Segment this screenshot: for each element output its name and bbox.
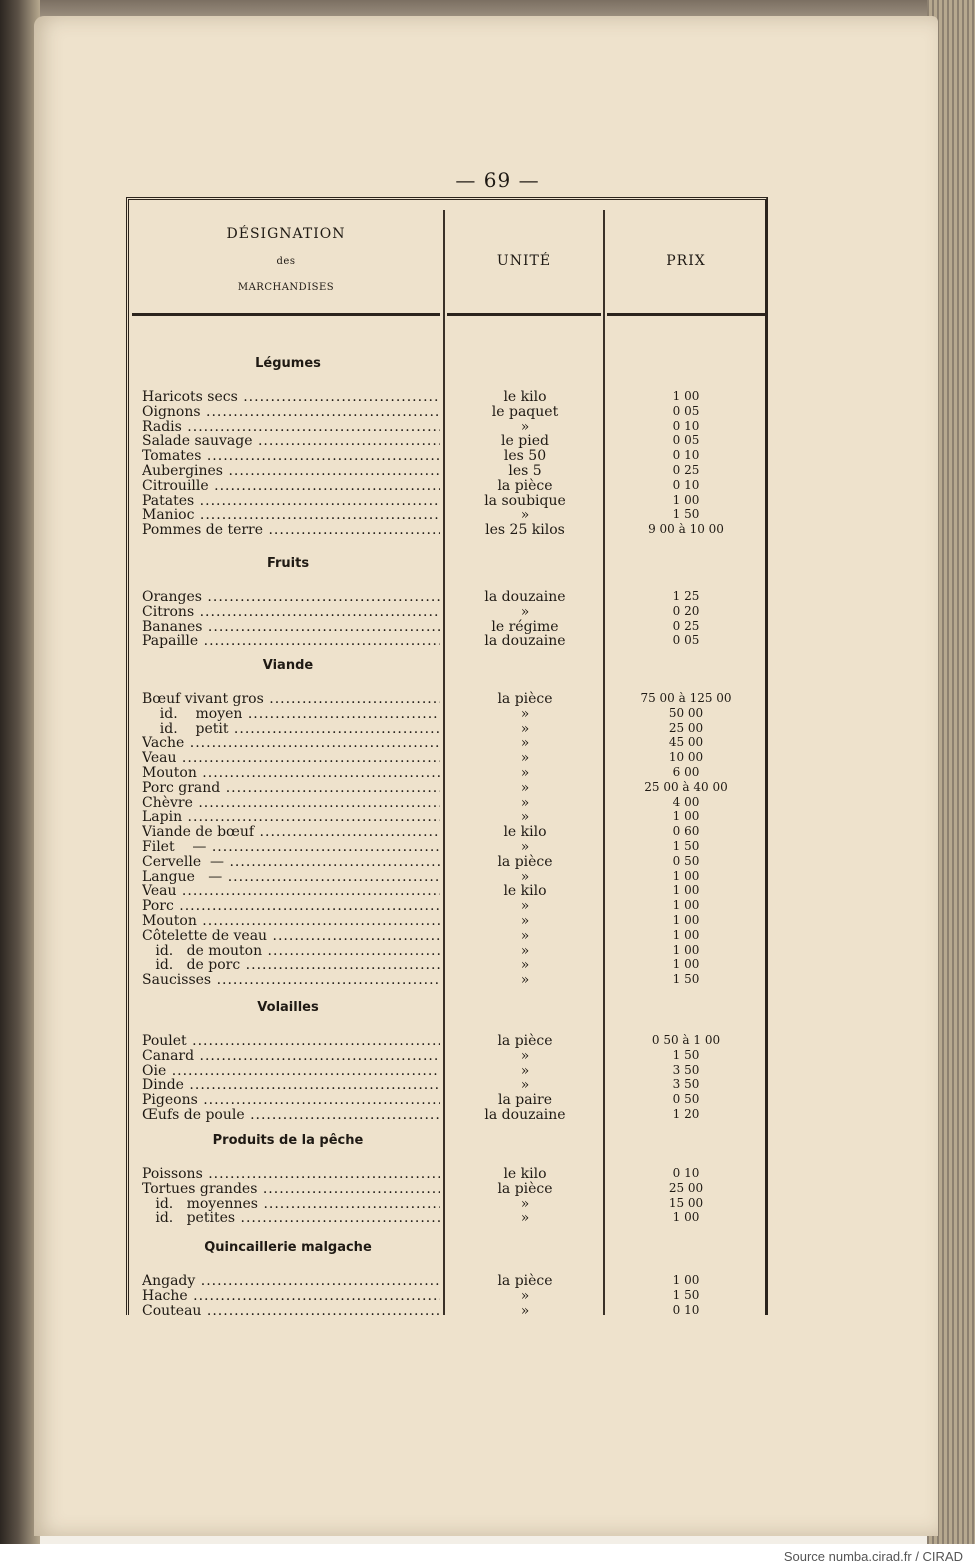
row-unit: la pièce [497,691,553,707]
row-name: Papaille ..... [142,633,440,649]
row-name: Poulet ..... [142,1033,440,1049]
table-row [0,1033,975,1048]
row-unit: la pièce [497,477,553,494]
row-unit: » [520,507,530,524]
table-row [0,824,975,839]
row-name: Veau ..... [142,883,440,899]
table-row [0,780,975,795]
row-name: id. petit ..... [142,721,440,737]
row-price: 0 20 [672,603,700,618]
row-name: Bœuf vivant gros ..... [142,691,440,707]
row-unit: » [520,765,530,781]
row-unit: » [520,720,530,737]
row-name: Porc grand ..... [142,780,440,796]
row-price: 1 00 [672,868,700,883]
source-credit: Source numba.cirad.fr / CIRAD [783,1549,963,1564]
row-name: Œufs de poule ..... [142,1107,440,1123]
row-name: Pommes de terre ..... [142,522,440,538]
row-price: 3 50 [672,1062,700,1077]
header-rule-1 [132,313,440,316]
row-name: id. de porc ..... [142,957,440,973]
row-name: Haricots secs ..... [142,389,440,405]
table-row [0,604,975,619]
row-unit: » [520,809,530,826]
table-row [0,809,975,824]
row-unit: » [520,779,530,796]
table-row [0,972,975,987]
table-row [0,507,975,522]
row-unit: le paquet [491,403,559,420]
row-name: Vache ..... [142,735,440,751]
row-price: 0 25 [672,618,700,633]
row-name: Lapin ..... [142,809,440,825]
row-name: Oignons ..... [142,404,440,420]
row-price: 25 00 à 40 00 [644,779,728,794]
row-price: 1 20 [672,1107,700,1121]
table-row [0,957,975,972]
row-name: Oie ..... [142,1063,440,1079]
header-rule-2 [447,313,601,316]
row-name: Porc ..... [142,898,440,914]
table-row [0,389,975,404]
table-row [0,1092,975,1107]
row-price: 0 10 [672,418,700,433]
table-row [0,943,975,958]
row-unit: » [520,705,530,722]
row-price: 6 00 [672,765,700,779]
table-row [0,691,975,706]
row-unit: » [520,735,530,752]
row-name: Pigeons ..... [142,1092,440,1108]
row-name: Angady ..... [142,1273,440,1289]
row-unit: la pièce [497,1033,553,1049]
table-row [0,928,975,943]
table-row [0,1273,975,1288]
row-unit: la douzaine [484,1107,566,1123]
row-unit: » [520,957,530,974]
table-row [0,1063,975,1078]
table-row [0,1181,975,1196]
row-price: 1 00 [672,942,700,957]
row-unit: » [520,1077,530,1094]
table-row [0,1077,975,1092]
header-price: PRIX [666,253,706,269]
row-price: 1 00 [672,927,700,942]
row-name: Veau ..... [142,750,440,766]
row-name: id. moyennes ..... [142,1196,440,1212]
row-unit: la paire [497,1092,553,1109]
row-unit: » [520,1210,530,1227]
row-unit: » [520,1195,530,1212]
row-unit: » [520,418,530,435]
table-row [0,735,975,750]
row-unit: » [520,750,530,767]
table-row [0,765,975,780]
row-price: 1 00 [672,883,700,898]
table-row [0,854,975,869]
row-price: 0 10 [672,448,700,463]
row-name: Tomates ..... [142,448,440,464]
table-row [0,419,975,434]
table-row [0,898,975,913]
table-row [0,913,975,928]
table-row [0,883,975,898]
row-name: Tortues grandes ..... [142,1181,440,1197]
row-price: 1 00 [672,1273,700,1287]
row-price: 3 50 [672,1077,700,1092]
row-unit: » [520,1062,530,1079]
row-price: 1 00 [672,1210,700,1225]
header-unit: UNITÉ [496,253,552,269]
row-name: Patates ..... [142,493,440,509]
row-unit: les 50 [503,448,547,465]
table-row [0,869,975,884]
row-price: 50 00 [668,705,704,720]
row-price: 0 05 [672,633,700,648]
row-price: 15 00 [668,1195,704,1210]
table-row [0,1288,975,1303]
row-unit: » [520,898,530,915]
row-price: 0 50 [672,853,700,868]
row-name: id. de mouton ..... [142,943,440,959]
row-name: Côtelette de veau ..... [142,928,440,944]
row-unit: » [520,1287,530,1304]
row-name: Canard ..... [142,1048,440,1064]
section-title: Quincaillerie malgache [204,1240,372,1255]
row-price: 1 25 [672,589,700,603]
row-unit: » [520,1302,530,1319]
row-price: 1 00 [672,957,700,972]
table-row [0,589,975,604]
row-name: Langue — ..... [142,869,440,885]
row-name: Filet — ..... [142,839,440,855]
row-price: 0 05 [672,403,700,418]
row-price: 4 00 [672,794,700,809]
table-row [0,1303,975,1318]
table-row [0,619,975,634]
row-price: 1 00 [672,492,700,507]
row-name: Salade sauvage ..... [142,433,440,449]
row-name: Mouton ..... [142,913,440,929]
row-unit: la douzaine [484,633,566,650]
row-unit: la douzaine [484,589,566,605]
row-price: 0 10 [672,1166,700,1180]
row-unit: » [520,794,530,811]
row-price: 1 00 [672,809,700,824]
row-unit: le kilo [503,883,547,900]
table-row [0,839,975,854]
header-designation: DÉSIGNATION [226,226,346,242]
header-designation-marchandises: MARCHANDISES [237,282,335,293]
row-unit: » [520,927,530,944]
row-unit: le régime [491,618,559,635]
table-row [0,1196,975,1211]
row-name: Saucisses ..... [142,972,440,988]
row-price: 10 00 [668,750,704,765]
row-price: 0 10 [672,1302,700,1317]
section-title: Fruits [266,556,310,571]
row-price: 1 50 [672,1047,700,1062]
table-row [0,404,975,419]
row-price: 1 50 [672,839,700,853]
row-unit: » [520,913,530,929]
table-row [0,433,975,448]
table-row [0,448,975,463]
row-unit: » [520,603,530,620]
row-unit: le kilo [503,389,547,405]
row-unit: » [520,1047,530,1064]
section-title: Produits de la pêche [212,1133,364,1148]
row-unit: » [520,839,530,855]
row-price: 0 50 [672,1092,700,1107]
row-price: 0 25 [672,463,700,477]
row-unit: la pièce [497,1180,553,1197]
row-name: Radis ..... [142,419,440,435]
table-row [0,1166,975,1181]
row-name: Manioc ..... [142,507,440,523]
header-designation-des: des [276,256,296,267]
row-name: Viande de bœuf ..... [142,824,440,840]
table-row [0,750,975,765]
row-price: 0 60 [672,824,700,839]
row-price: 1 00 [672,389,700,403]
row-name: Cervelle — ..... [142,854,440,870]
row-name: Oranges ..... [142,589,440,605]
table-row [0,795,975,810]
page-number: — 69 — [455,168,540,192]
row-name: Poissons ..... [142,1166,440,1182]
row-price: 0 05 [672,433,700,448]
row-name: Bananes ..... [142,619,440,635]
section-title: Légumes [255,356,321,371]
row-name: id. moyen ..... [142,706,440,722]
row-unit: » [520,868,530,885]
table-row [0,478,975,493]
row-unit: le kilo [503,824,547,841]
section-title: Viande [262,658,314,673]
row-name: Mouton ..... [142,765,440,781]
row-unit: » [520,942,530,959]
row-unit: la pièce [497,853,553,870]
table-row [0,493,975,508]
row-price: 1 50 [672,507,700,522]
row-price: 45 00 [668,735,704,750]
section-title: Volailles [257,1000,319,1015]
row-price: 25 00 [668,1180,704,1195]
row-name: Citrouille ..... [142,478,440,494]
row-price: 1 50 [672,972,700,987]
row-name: Dinde ..... [142,1077,440,1093]
row-unit: » [520,972,530,989]
table-row [0,522,975,537]
table-row [0,1107,975,1122]
row-name: Chèvre ..... [142,795,440,811]
table-row [0,1048,975,1063]
row-price: 25 00 [668,720,704,735]
row-name: Hache ..... [142,1288,440,1304]
row-price: 1 00 [672,913,700,927]
row-price: 0 10 [672,477,700,492]
row-name: Couteau ..... [142,1303,440,1319]
row-unit: les 5 [508,463,542,479]
table-row [0,706,975,721]
row-name: Aubergines ..... [142,463,440,479]
row-price: 0 50 à 1 00 [651,1033,721,1047]
row-unit: le kilo [503,1166,547,1182]
row-unit: le pied [501,433,549,450]
row-price: 1 50 [672,1287,700,1302]
table-row [0,1210,975,1225]
row-price: 9 00 à 10 00 [648,522,724,537]
row-price: 1 00 [672,898,700,913]
table-row [0,633,975,648]
row-price: 75 00 à 125 00 [640,691,732,705]
header-rule-3 [607,313,765,316]
row-unit: la soubique [484,492,566,509]
table-row [0,721,975,736]
table-row [0,463,975,478]
row-name: Citrons ..... [142,604,440,620]
row-unit: les 25 kilos [485,522,565,539]
row-name: id. petites ..... [142,1210,440,1226]
row-unit: la pièce [497,1273,553,1289]
